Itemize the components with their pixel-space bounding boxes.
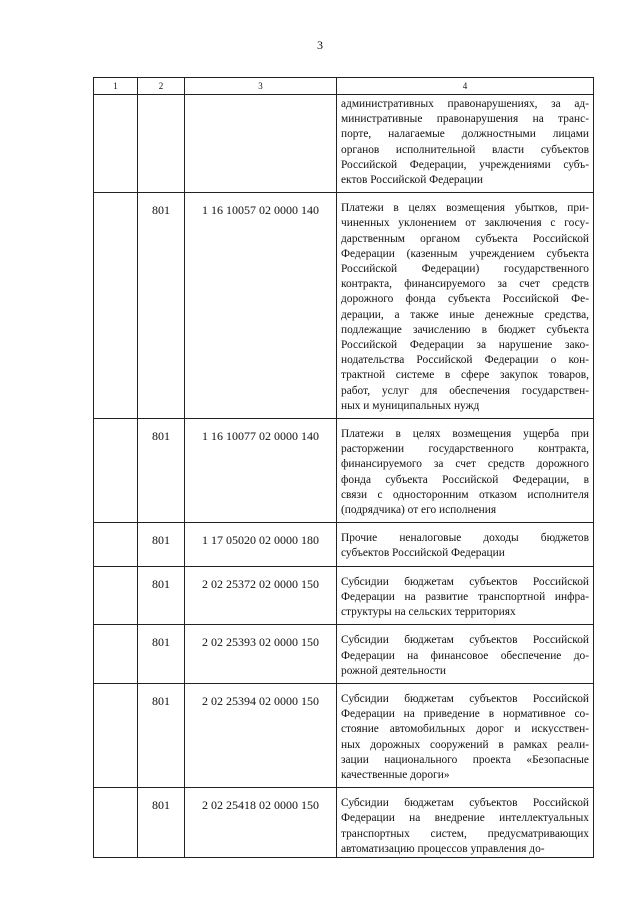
description-line: Платежи в целях возмещения ущерба при [341, 428, 589, 441]
table-row [94, 566, 594, 625]
table-row [94, 788, 594, 858]
description-line: рожной деятельности [341, 664, 446, 677]
description-line: Прочие неналоговые доходы бюджетов [341, 532, 589, 545]
row-number-cell [94, 193, 138, 419]
description-line: связи с односторонним отказом исполнителя [341, 488, 589, 501]
description-line: финансируемого за счет средств дорожного [341, 458, 589, 471]
revenue-code-cell: 2 02 25418 02 0000 150 [185, 788, 337, 858]
description-line: министративные правонарушения на транс- [341, 113, 589, 126]
revenue-code-cell: 1 17 05020 02 0000 180 [185, 523, 337, 566]
description-line: структуры на сельских территориях [341, 606, 516, 619]
table-row [94, 523, 594, 566]
administrator-code-cell: 801 [138, 566, 185, 625]
description-line: (подрядчика) от его исполнения [341, 504, 497, 517]
description-line: ектов Российской Федерации [341, 174, 483, 187]
row-number-cell [94, 625, 138, 684]
description-line: органов исполнительной власти субъектов [341, 143, 589, 156]
description-line: Федерации (казенным учреждением субъекта [341, 247, 589, 260]
description-line: субъектов Российской Федерации [341, 547, 505, 560]
revenue-code-cell: 2 02 25372 02 0000 150 [185, 566, 337, 625]
description-line: Российской Федерации за нарушение зако- [341, 339, 589, 352]
description-line: автоматизацию процессов управления до- [341, 842, 545, 855]
description-line: дерации, а также иные денежные средства, [341, 308, 589, 321]
description-line: Российской Федерации, учреждениями субъ- [341, 158, 589, 171]
description-line: фонда субъекта Российской Федерации, в [341, 473, 589, 486]
description-line: ных и муниципальных нужд [341, 399, 480, 412]
row-number-cell [94, 566, 138, 625]
revenue-code-cell: 1 16 10057 02 0000 140 [185, 193, 337, 419]
table-row [94, 683, 594, 787]
description-line: расторжении государственного контракта, [341, 443, 589, 456]
description-line: Субсидии бюджетам субъектов Российской [341, 634, 589, 647]
column-number-1: 1 [94, 78, 138, 95]
administrator-code-cell: 801 [138, 788, 185, 858]
table-row [94, 95, 594, 193]
description-line: зации национального проекта «Безопасные [341, 753, 589, 766]
description-line: Федерации на развитие транспортной инфра- [341, 590, 589, 603]
revenue-description-cell [337, 419, 594, 523]
description-line: порте, налагаемые должностными лицами [341, 128, 589, 141]
revenue-description-cell [337, 683, 594, 787]
administrator-code-cell: 801 [138, 683, 185, 787]
revenue-description-cell [337, 95, 594, 193]
revenue-description-cell [337, 788, 594, 858]
administrator-code-cell [138, 95, 185, 193]
description-line: дарственным органом субъекта Российской [341, 232, 589, 245]
description-line: Федерации на финансовое обеспечение до- [341, 649, 589, 662]
table-header-row [94, 78, 594, 95]
description-line: Субсидии бюджетам субъектов Российской [341, 692, 589, 705]
revenue-codes-table [93, 77, 594, 858]
description-line: Федерации на приведение в нормативное со- [341, 708, 589, 721]
revenue-description-cell [337, 625, 594, 684]
revenue-code-cell: 2 02 25393 02 0000 150 [185, 625, 337, 684]
administrator-code-cell: 801 [138, 523, 185, 566]
column-number-2: 2 [138, 78, 185, 95]
revenue-description-cell [337, 193, 594, 419]
row-number-cell [94, 788, 138, 858]
description-line: Субсидии бюджетам субъектов Российской [341, 797, 589, 810]
revenue-code-cell [185, 95, 337, 193]
row-number-cell [94, 95, 138, 193]
description-line: транспортных систем, предусматривающих [341, 827, 589, 840]
administrator-code-cell: 801 [138, 193, 185, 419]
table-row [94, 419, 594, 523]
description-line: административных правонарушениях, за ад- [341, 98, 589, 110]
administrator-code-cell: 801 [138, 625, 185, 684]
description-line: Платежи в целях возмещения убытков, при- [341, 202, 589, 215]
description-line: подлежащие зачислению в бюджет субъекта [341, 323, 589, 336]
description-line: Субсидии бюджетам субъектов Российской [341, 575, 589, 588]
revenue-description-cell [337, 523, 594, 566]
description-line: качественные дороги» [341, 768, 450, 781]
row-number-cell [94, 419, 138, 523]
description-line: стояние автомобильных дорог и искусствен- [341, 723, 589, 736]
table-row [94, 193, 594, 419]
description-line: работ, услуг для обеспечения государствен- [341, 384, 589, 397]
description-line: дорожного фонда субъекта Российской Фе- [341, 293, 589, 306]
row-number-cell [94, 523, 138, 566]
page-number: 3 [317, 38, 323, 52]
description-line: Федерации на внедрение интеллектуальных [341, 812, 589, 825]
column-number-3: 3 [185, 78, 337, 95]
table-row [94, 625, 594, 684]
row-number-cell [94, 683, 138, 787]
column-number-4: 4 [337, 78, 594, 95]
administrator-code-cell: 801 [138, 419, 185, 523]
description-line: Российской Федерации) государственного [341, 263, 589, 276]
revenue-code-cell: 1 16 10077 02 0000 140 [185, 419, 337, 523]
description-line: трактной системе в сфере закупок товаров, [341, 369, 589, 382]
description-line: контракта, финансируемого за счет средств [341, 278, 589, 291]
description-line: ных дорожных сооружений в рамках реали- [341, 738, 589, 751]
revenue-code-cell: 2 02 25394 02 0000 150 [185, 683, 337, 787]
revenue-description-cell [337, 566, 594, 625]
description-line: нодательства Российской Федерации о кон- [341, 354, 589, 367]
description-line: чиненных уклонением от заключения с госу- [341, 217, 589, 230]
